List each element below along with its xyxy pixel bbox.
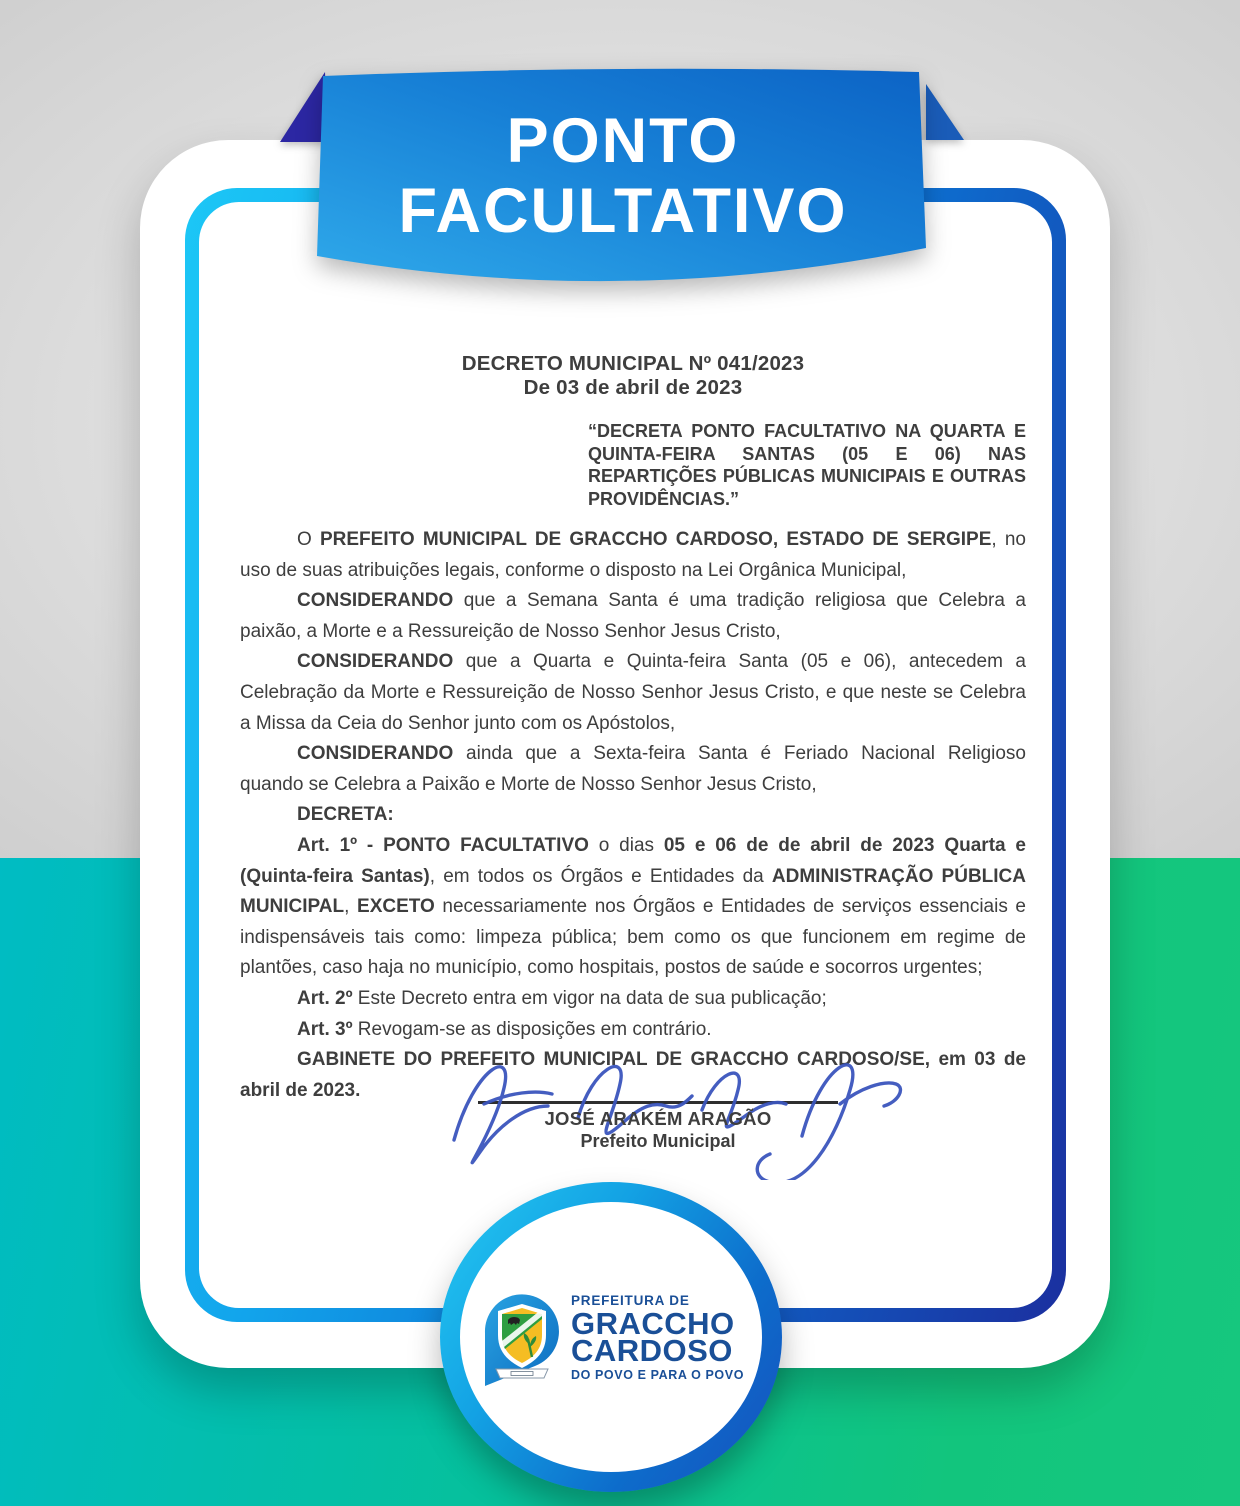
seal-prefeitura-label: PREFEITURA DE: [570, 1292, 690, 1308]
decree-title-number: DECRETO MUNICIPAL Nº 041/2023: [461, 352, 805, 375]
decree-title-date: De 03 de abril de 2023: [523, 375, 743, 399]
municipal-seal-inner: [460, 1202, 762, 1472]
decree-paragraph: DECRETA:: [297, 804, 394, 826]
signer-role: Prefeito Municipal: [580, 1131, 736, 1151]
decree-paragraph: Art. 3º Revogam-se as disposições em contrário.: [297, 1018, 712, 1040]
decree-paragraph: Art. 1º - PONTO FACULTATIVO o dias 05 e 06 de de abril de 2023 Quarta e (Quinta-feira Santas), em todos os Órgãos e Entidades da ADMINISTRAÇÃO PÚBLICA MUNICIPAL, EXCETO necessariamente nos Órgãos e Entidades de serviços essenciais e indispensáveis tais como: limpeza pública; bem como os que funcionem em regime de plantões, caso haja no município, como hospitais, postos de saúde e socorros urgentes;: [240, 834, 1027, 979]
decree-body: [240, 525, 1026, 1106]
seal-city-name-line1: GRACCHO: [570, 1305, 735, 1341]
seal-slogan: DO POVO E PARA O POVO: [570, 1367, 745, 1382]
decree-paragraph: CONSIDERANDO ainda que a Sexta-feira Santa é Feriado Nacional Religioso quando se Celebra a Paixão e Morte de Nosso Senhor Jesus Cristo,: [240, 743, 1026, 795]
municipal-seal: [440, 1182, 782, 1492]
seal-wordmark: [571, 1293, 744, 1382]
decree-paragraph: Art. 2º Este Decreto entra em vigor na data de sua publicação;: [297, 987, 827, 1009]
banner-title-line1: PONTO: [506, 106, 740, 176]
decree-paragraph: CONSIDERANDO que a Quarta e Quinta-feira Santa (05 e 06), antecedem a Celebração da Morte e Ressureição de Nosso Senhor Jesus Cristo, e que neste se Celebra a Missa da Ceia do Senhor junto com os Apóstolos,: [240, 651, 1026, 734]
decree-title: [240, 352, 1026, 399]
decree-paragraph: GABINETE DO PREFEITO MUNICIPAL DE GRACCHO CARDOSO/SE, em 03 de abril de 2023.: [240, 1049, 1026, 1101]
decree-paragraph: O PREFEITO MUNICIPAL DE GRACCHO CARDOSO, ESTADO DE SERGIPE, no uso de suas atribuições legais, conforme o disposto na Lei Orgânica Municipal,: [240, 529, 1026, 581]
decree-epigraph: “DECRETA PONTO FACULTATIVO NA QUARTA E QUINTA-FEIRA SANTAS (05 E 06) NAS REPARTIÇÕES PÚBLICAS MUNICIPAIS E OUTRAS PROVIDÊNCIAS.”: [588, 421, 1026, 509]
seal-city-name-line2: CARDOSO: [570, 1332, 733, 1368]
decree-paragraph: CONSIDERANDO que a Semana Santa é uma tradição religiosa que Celebra a paixão, a Morte e a Ressureição de Nosso Senhor Jesus Cristo,: [240, 590, 1026, 642]
decree-text: [240, 352, 1026, 1106]
banner-title-line2: FACULTATIVO: [398, 176, 848, 246]
municipal-crest-icon: [478, 1289, 562, 1389]
ribbon-fold-right-icon: [924, 82, 966, 142]
signer-name: JOSÉ ARAKÉM ARAGÃO: [544, 1108, 772, 1129]
